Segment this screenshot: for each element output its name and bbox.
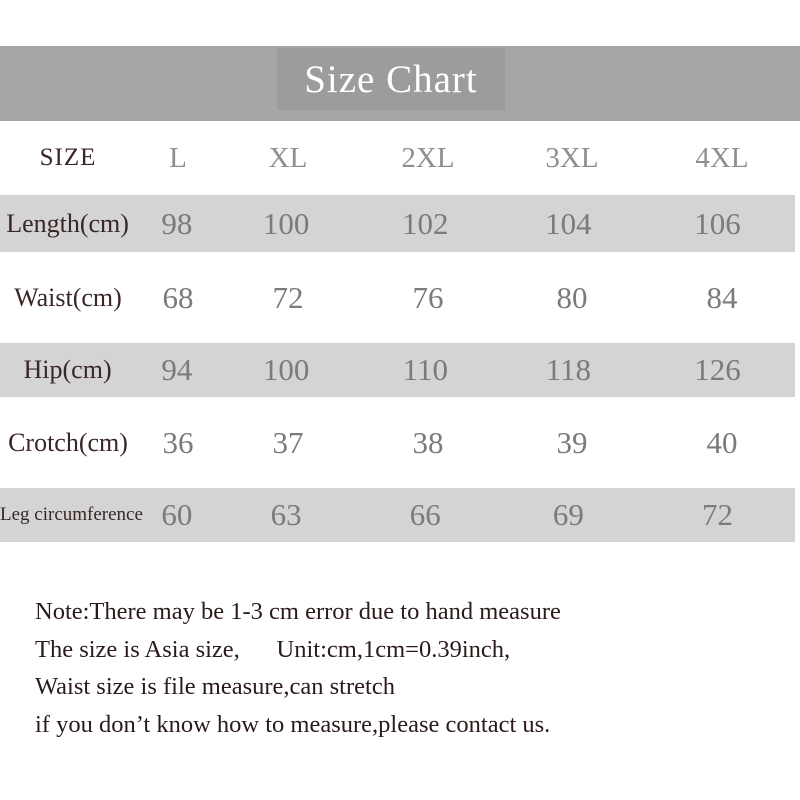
table-row-crotch: [0, 397, 800, 488]
row-label-hip: Hip(cm): [23, 355, 112, 384]
row-label-length: Length(cm): [6, 208, 129, 238]
size-table: [0, 121, 800, 542]
column-header-l: L: [169, 141, 187, 174]
cell-value: 104: [545, 205, 592, 241]
cell-value: 39: [556, 424, 588, 460]
note-line-error-margin: Note:There may be 1-3 cm error due to hand measure: [35, 598, 561, 625]
cell-value: 66: [409, 497, 441, 532]
cell-value: 106: [694, 205, 741, 241]
cell-value: 102: [402, 205, 449, 241]
table-row-hip: [0, 343, 795, 397]
header-size-label: SIZE: [39, 144, 97, 171]
column-header-3xl: 3XL: [545, 141, 599, 174]
cell-value: 68: [162, 279, 194, 315]
cell-value: 76: [412, 279, 444, 315]
note-line-asia-size-unit: The size is Asia size, Unit:cm,1cm=0.39inch,: [35, 635, 511, 663]
row-label-waist: Waist(cm): [14, 282, 122, 312]
cell-value: 37: [272, 424, 304, 460]
table-row-length: [0, 195, 795, 252]
cell-value: 80: [556, 279, 588, 315]
note-line-contact-us: if you don’t know how to measure,please contact us.: [35, 710, 551, 738]
cell-value: 63: [270, 497, 302, 532]
cell-value: 98: [161, 205, 193, 241]
cell-value: 72: [701, 497, 733, 532]
row-label-leg-circumference: Leg circumference: [0, 504, 143, 525]
note-line-waist-stretch: Waist size is file measure,can stretch: [35, 673, 395, 700]
cell-value: 110: [402, 352, 448, 387]
cell-value: 100: [262, 205, 310, 241]
cell-value: 40: [706, 424, 738, 460]
row-label-crotch: Crotch(cm): [8, 427, 128, 457]
notes-block: [35, 593, 775, 743]
banner-strip: [0, 46, 800, 121]
table-row-waist: [0, 252, 800, 343]
column-header-2xl: 2XL: [401, 141, 455, 174]
cell-value: 84: [706, 279, 738, 315]
cell-value: 94: [161, 352, 193, 387]
cell-value: 72: [272, 279, 304, 315]
page-title: Size Chart: [304, 57, 478, 101]
cell-value: 38: [412, 424, 444, 460]
table-row-leg-circumference: [0, 488, 795, 542]
cell-value: 60: [161, 497, 193, 532]
column-header-4xl: 4XL: [695, 141, 749, 174]
cell-value: 36: [162, 424, 194, 460]
cell-value: 100: [262, 352, 310, 387]
cell-value: 69: [552, 497, 584, 532]
table-header-row: [0, 121, 800, 195]
cell-value: 126: [694, 352, 741, 387]
column-header-xl: XL: [268, 141, 308, 174]
banner-title-box: [277, 48, 505, 110]
cell-value: 118: [545, 352, 592, 387]
